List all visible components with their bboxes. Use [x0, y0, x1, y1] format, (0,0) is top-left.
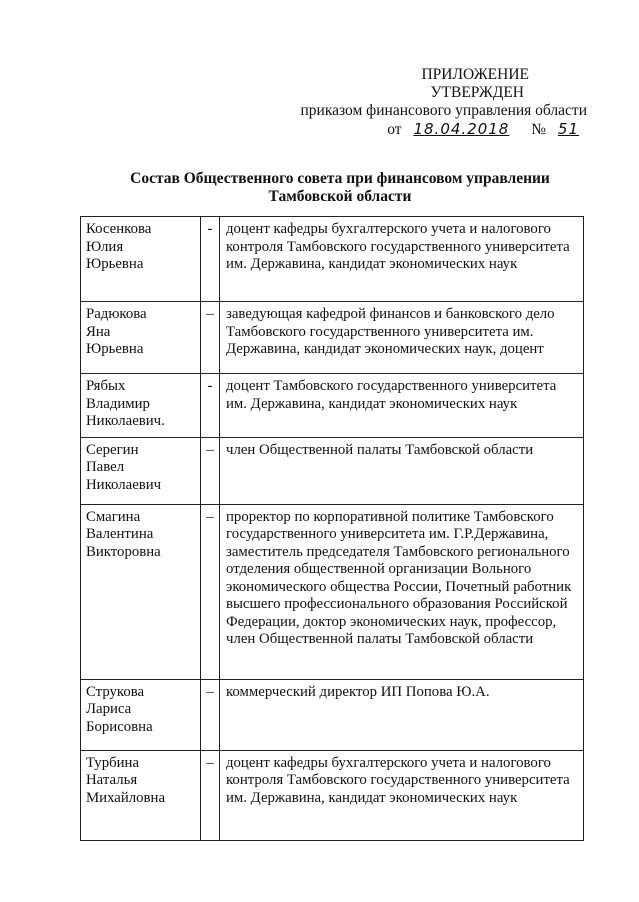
- order-date: 18.04.2018: [413, 120, 510, 138]
- table-row: [81, 504, 584, 679]
- dash-separator: –: [201, 679, 220, 750]
- order-text: приказом финансового управления области: [300, 102, 587, 119]
- document-title: [80, 170, 600, 206]
- members-table: [80, 216, 584, 841]
- table-row: [81, 217, 584, 302]
- member-name: Серегин Павел Николаевич: [81, 437, 201, 504]
- title-line-1: Состав Общественного совета при финансовом управлении: [130, 170, 550, 187]
- member-name: Радюкова Яна Юрьевна: [81, 302, 201, 374]
- appendix-label: ПРИЛОЖЕНИЕ: [421, 66, 529, 83]
- approval-header: [267, 66, 587, 139]
- title-line-2: Тамбовской области: [268, 188, 412, 205]
- dash-separator: –: [201, 504, 220, 679]
- order-number: 51: [557, 120, 579, 138]
- member-description: коммерческий директор ИП Попова Ю.А.: [220, 679, 584, 750]
- member-description: проректор по корпоративной политике Тамбовского государственного университета им. Г.Р.Державина, заместитель председателя Тамбовского регионального отделения общественной организации Вольного экономического общества России, Почетный работник высшего профессионального образования Российской Федерации, доктор экономических наук, профессор, член Общественной палаты Тамбовской области: [220, 504, 584, 679]
- table-row: [81, 302, 584, 374]
- member-description: доцент Тамбовского государственного университета им. Державина, кандидат экономических наук: [220, 374, 584, 438]
- dash-separator: –: [201, 437, 220, 504]
- number-label: №: [531, 121, 547, 138]
- member-description: доцент кафедры бухгалтерского учета и налогового контроля Тамбовского государственного университета им. Державина, кандидат экономических наук: [220, 750, 584, 840]
- dash-separator: –: [201, 302, 220, 374]
- member-name: Турбина Наталья Михайловна: [81, 750, 201, 840]
- date-prefix: от: [387, 121, 402, 138]
- approved-label: УТВЕРЖДЕН: [430, 84, 524, 101]
- member-description: заведующая кафедрой финансов и банковского дело Тамбовского государственного университета им. Державина, кандидат экономических наук, доцент: [220, 302, 584, 374]
- member-name: Рябых Владимир Николаевич.: [81, 374, 201, 438]
- member-description: член Общественной палаты Тамбовской области: [220, 437, 584, 504]
- table-row: [81, 750, 584, 840]
- table-row: [81, 374, 584, 438]
- table-row: [81, 679, 584, 750]
- member-description: доцент кафедры бухгалтерского учета и налогового контроля Тамбовского государственного университета им. Державина, кандидат экономических наук: [220, 217, 584, 302]
- dash-separator: -: [201, 217, 220, 302]
- member-name: Смагина Валентина Викторовна: [81, 504, 201, 679]
- order-date-line: [267, 120, 587, 139]
- member-name: Струкова Лариса Борисовна: [81, 679, 201, 750]
- dash-separator: -: [201, 374, 220, 438]
- member-name: Косенкова Юлия Юрьевна: [81, 217, 201, 302]
- table-row: [81, 437, 584, 504]
- dash-separator: –: [201, 750, 220, 840]
